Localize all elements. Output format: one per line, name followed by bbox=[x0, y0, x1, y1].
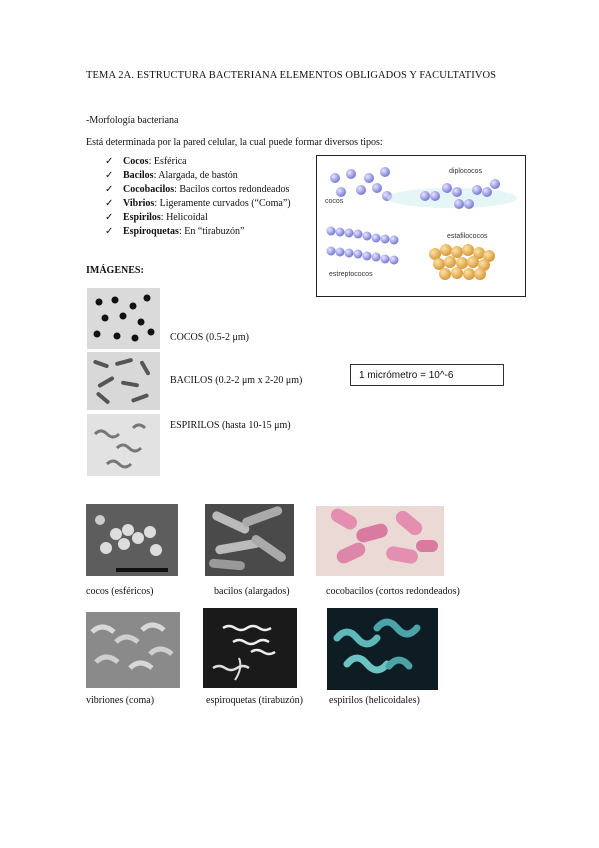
micrometer-note: 1 micrómetro = 10^-6 bbox=[350, 364, 504, 386]
diagram-label-estreptococos: estreptococos bbox=[329, 271, 373, 278]
diagram-label-cocos: cocos bbox=[325, 198, 344, 205]
cocos-sem-image bbox=[86, 504, 178, 576]
list-item: ✓ Espiroquetas: En “tirabuzón” bbox=[105, 226, 245, 237]
section-subtitle: -Morfología bacteriana bbox=[86, 115, 179, 126]
check-icon: ✓ bbox=[105, 226, 114, 237]
cocos-caption: COCOS (0.5-2 μm) bbox=[170, 332, 249, 343]
estreptococos-illustration bbox=[327, 227, 399, 265]
cocos-sem-caption: cocos (esféricos) bbox=[86, 586, 154, 597]
list-item: ✓ Vibrios: Ligeramente curvados (“Coma”) bbox=[105, 198, 291, 209]
bacilos-sem-caption: bacilos (alargados) bbox=[214, 586, 290, 597]
list-item: ✓ Cocos: Esférica bbox=[105, 156, 187, 167]
vibriones-sem-image bbox=[86, 612, 180, 688]
cocos-micrograph bbox=[87, 288, 160, 349]
espirilos-sem-caption: espirilos (helicoidales) bbox=[329, 695, 420, 706]
estafilococos-illustration bbox=[429, 244, 495, 280]
diplococos-illustration bbox=[387, 179, 517, 209]
check-icon: ✓ bbox=[105, 184, 114, 195]
check-icon: ✓ bbox=[105, 170, 114, 181]
list-item: ✓ Bacilos: Alargada, de bastón bbox=[105, 170, 238, 181]
bacilos-caption: BACILOS (0.2-2 μm x 2-20 μm) bbox=[170, 375, 303, 386]
cocobacilos-sem-image bbox=[316, 506, 444, 576]
intro-text: Está determinada por la pared celular, la cual puede formar diversos tipos: bbox=[86, 137, 383, 148]
espiroquetas-sem-image bbox=[203, 608, 297, 688]
images-heading: IMÁGENES: bbox=[86, 265, 144, 276]
cocobacilos-sem-caption: cocobacilos (cortos redondeados) bbox=[326, 586, 460, 597]
diagram-label-estafilococos: estafilococos bbox=[447, 233, 488, 240]
espirilos-sem-image bbox=[327, 608, 438, 690]
espiroquetas-sem-caption: espiroquetas (tirabuzón) bbox=[206, 695, 303, 706]
diagram-label-diplococos: diplococos bbox=[449, 168, 483, 175]
check-icon: ✓ bbox=[105, 156, 114, 167]
espirilos-caption: ESPIRILOS (hasta 10-15 μm) bbox=[170, 420, 291, 431]
list-item: ✓ Cocobacilos: Bacilos cortos redondeados bbox=[105, 184, 290, 195]
morphology-diagram bbox=[316, 155, 526, 297]
page-title: TEMA 2A. ESTRUCTURA BACTERIANA ELEMENTOS OBLIGADOS Y FACULTATIVOS bbox=[86, 70, 497, 81]
list-item: ✓ Espirilos: Helicoidal bbox=[105, 212, 208, 223]
vibriones-sem-caption: vibriones (coma) bbox=[86, 695, 155, 706]
check-icon: ✓ bbox=[105, 212, 114, 223]
bacilos-sem-image bbox=[205, 504, 294, 576]
cocos-illustration bbox=[330, 167, 392, 201]
check-icon: ✓ bbox=[105, 198, 114, 209]
espirilos-micrograph bbox=[87, 414, 160, 476]
bacilos-micrograph bbox=[87, 352, 160, 410]
